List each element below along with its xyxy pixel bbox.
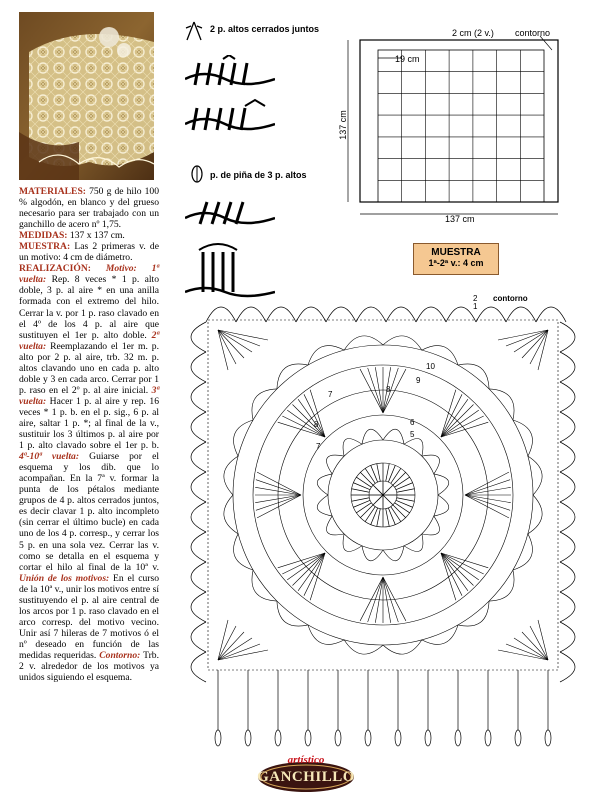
chart-round-10-label: 10	[426, 362, 435, 371]
chart-round-1-label: 1	[473, 302, 478, 311]
center-stitch	[383, 495, 393, 505]
cluster-step1-icon	[185, 55, 275, 95]
fringe-bobble	[365, 730, 371, 746]
contorno-arc	[191, 592, 206, 622]
petal-stitch	[441, 553, 479, 580]
radial-stitch	[388, 508, 395, 525]
instructions-column	[19, 186, 159, 683]
fringe-bobble	[215, 730, 221, 746]
materiales-text: 750 g de hilo 100 % algodón, en blanco y del grueso necesario para ser trabajado con un ganchillo de acero nº 1,75.	[19, 186, 159, 231]
petal-stitch	[441, 553, 468, 591]
corner-fan-stitch	[218, 330, 228, 370]
outer-loop	[383, 640, 422, 654]
contorno-arc	[560, 592, 575, 622]
chart-round-8a-label: 8	[386, 385, 391, 394]
v2-label: 2ª vuelta:	[19, 329, 159, 352]
corner-fan-stitch	[218, 620, 228, 660]
petal-arc	[362, 546, 383, 561]
medidas-text: 137 x 137 cm.	[67, 230, 125, 242]
v4-label: 4ª-10ª vuelta:	[19, 451, 80, 463]
petal-arc	[383, 546, 404, 561]
medidas-paragraph	[19, 230, 159, 241]
chart-round-9-label: 9	[416, 376, 421, 385]
radial-stitch	[397, 489, 415, 493]
contorno-text: Trb. 2 v. alrededor de los motivos ya unidos siguiendo el esquema.	[19, 649, 160, 684]
petal-stitch	[441, 553, 462, 596]
center-stitch	[373, 495, 383, 505]
petal-arc	[422, 516, 440, 535]
radial-stitch	[365, 468, 375, 483]
radial-stitch	[353, 483, 370, 490]
outer-loop	[344, 640, 383, 654]
chart-round-7a-label: 7	[328, 390, 333, 399]
dim-side-label: 137 cm	[337, 110, 348, 140]
cluster-step2-icon	[185, 98, 275, 138]
union-label: Unión de los motivos:	[19, 572, 110, 584]
popcorn-symbol-label: p. de piña de 3 p. altos	[210, 170, 307, 180]
petal-stitch	[441, 416, 484, 437]
contorno-arc	[560, 472, 575, 502]
v2-text: Reemplazando el 1er m. p. alto por 2 p. al aire, trb. 32 m. p. altos clavando uno en cada p. alto doble y 3 en cada arco. Cerrar por 1 p. raso en el 2º p. al aire inicial.	[19, 340, 159, 396]
radial-stitch	[393, 472, 406, 485]
radial-stitch	[396, 500, 413, 507]
petal-stitch	[282, 416, 325, 437]
radial-stitch	[352, 489, 370, 493]
fringe-bobble	[545, 730, 551, 746]
corner-fan-stitch	[530, 330, 548, 364]
petal-arc	[317, 495, 332, 516]
contorno-arc	[560, 652, 575, 682]
radial-stitch	[395, 503, 410, 513]
contorno-arc	[560, 412, 575, 442]
outer-loop	[383, 336, 422, 350]
contorno-arc	[191, 382, 206, 412]
petal-arc	[383, 429, 404, 444]
petal-arc	[404, 534, 423, 552]
center-stitch	[373, 485, 383, 495]
fringe-bobble	[335, 730, 341, 746]
petal-stitch	[304, 394, 325, 437]
contorno-label: Contorno:	[99, 649, 141, 661]
petal-stitch	[383, 577, 398, 622]
petal-arc	[317, 474, 332, 495]
contorno-arc	[191, 352, 206, 382]
petal-stitch	[287, 410, 325, 437]
v4-text: Guiarse por el esquema y los dib. que lo acompañan. En la 7ª v. formar la punta de los pétalos mediante grupos de 4 p. altos cerrados juntos, es decir clavar 1 p. alto incompleto (sin cerrar el último bucle) en cada uno de los 4 p. corresp., y cerrar los 5 p. en una sola vez. Cerrar las v. como se detalla en el esquema y cortar el hilo al final de la 10ª v.	[19, 451, 159, 573]
outer-loop	[528, 495, 542, 534]
center-stitch	[383, 485, 393, 495]
v3-label: 3ª vuelta:	[19, 384, 159, 407]
chart-round-2-label: 2	[473, 294, 478, 303]
dim-top-label: 2 cm (2 v.)	[452, 28, 494, 38]
outer-loop	[224, 495, 238, 534]
chart-contorno-label: contorno	[493, 294, 528, 303]
petal-stitch	[441, 394, 462, 437]
petal-stitch	[256, 480, 301, 495]
tablecloth-grid	[337, 28, 590, 228]
dim-inner-label: 19 cm	[395, 54, 420, 64]
contorno-arc	[191, 532, 206, 562]
contorno-arc	[560, 562, 575, 592]
petal-stitch	[441, 410, 479, 437]
fringe-bobble	[395, 730, 401, 746]
chart-round-5-label: 5	[410, 430, 415, 439]
chart-round-6-label: 6	[410, 418, 415, 427]
union-text: En el curso de la 10ª v., unir los motivos entre sí sustituyendo el p. al aire central de los arcos por 1 p. raso clavado en el arco corresp. del motivo vecino. Unir así 7 hileras de 7 motivos ó el nº deseado en función de las medidas requeridas.	[19, 572, 159, 661]
petal-arc	[422, 455, 440, 474]
motivo-label: Motivo: 1ª vuelta:	[19, 263, 159, 286]
muestra-paragraph	[19, 241, 159, 263]
corner-fan-stitch	[538, 330, 548, 370]
v3-text: Hacer 1 p. al aire y rep. 16 veces * 1 p. b. en el p. sig., 6 p. al aire, saltar 1 p. *; al final de la v., sustituir los 3 últimos p. al aire por 1 p. alto clavado sobre el 1er p. b.	[19, 395, 159, 452]
popcorn-step1-icon	[185, 196, 275, 232]
petal-arc	[343, 438, 362, 456]
dimensions-diagram	[337, 28, 590, 228]
cluster-symbol-icon	[182, 20, 206, 42]
dim-bottom-label: 137 cm	[445, 214, 475, 224]
contorno-arc	[191, 412, 206, 442]
petal-arc	[434, 474, 449, 495]
popcorn-symbol-icon	[190, 164, 204, 184]
muestra-box	[413, 243, 499, 275]
petal-stitch	[368, 577, 383, 622]
contorno-arc	[560, 352, 575, 382]
crochet-chart	[168, 290, 598, 760]
petal-stitch	[368, 368, 383, 413]
dim-contorno-label: contorno	[515, 28, 551, 38]
fringe-bobble	[485, 730, 491, 746]
radial-stitch	[377, 509, 381, 527]
fringe-bobble	[305, 730, 311, 746]
petal-stitch	[304, 553, 325, 596]
petal-stitch	[256, 495, 301, 510]
fringe-bobble	[455, 730, 461, 746]
petal-stitch	[465, 480, 510, 495]
radial-stitch	[391, 468, 401, 483]
contorno-arc	[191, 442, 206, 472]
contorno-arc	[191, 562, 206, 592]
outer-loop	[224, 456, 238, 495]
contorno-arc	[560, 322, 575, 352]
materiales-paragraph	[19, 186, 159, 230]
radial-stitch	[371, 465, 378, 482]
petal-stitch	[465, 495, 510, 510]
radial-stitch	[352, 498, 370, 502]
fringe-bobble	[275, 730, 281, 746]
logo-bottom-text: GANCHILLO	[257, 769, 355, 785]
radial-stitch	[393, 505, 406, 518]
corner-fan-stitch	[530, 626, 548, 660]
radial-stitch	[353, 500, 370, 507]
contorno-arc	[191, 502, 206, 532]
motivo-text: Rep. 8 veces * 1 p. alto doble, 3 p. al aire * en una anilla formada con el extremo del hilo. Cerrar la v. por 1 p. raso clavado en el 4º de los 4 p. al aire que sustituyen el 1er p. alto doble.	[19, 274, 159, 341]
realizacion-paragraph	[19, 263, 159, 683]
contorno-arc	[191, 652, 206, 682]
petal-arc	[434, 495, 449, 516]
muestra-label: MUESTRA:	[19, 241, 71, 253]
petal-arc	[343, 534, 362, 552]
petal-stitch	[282, 553, 325, 574]
medidas-label: MEDIDAS:	[19, 230, 68, 242]
contorno-arc	[560, 622, 575, 652]
muestra-text: Las 2 primeras v. de un motivo: 4 cm de diámetro.	[19, 241, 159, 264]
radial-stitch	[395, 477, 410, 487]
corner-fan-stitch	[218, 330, 236, 364]
petal-stitch	[298, 399, 325, 437]
radial-stitch	[386, 509, 390, 527]
contorno-arc	[560, 502, 575, 532]
muestra-box-subtitle: 1ª-2ª v.: 4 cm	[428, 258, 484, 268]
petal-stitch	[298, 553, 325, 591]
petal-stitch	[441, 399, 468, 437]
radial-stitch	[391, 507, 401, 522]
radial-stitch	[386, 464, 390, 482]
petal-arc	[362, 429, 383, 444]
radial-stitch	[396, 483, 413, 490]
petal-arc	[326, 516, 344, 535]
petal-arc	[326, 455, 344, 474]
contorno-arc	[191, 472, 206, 502]
radial-stitch	[397, 498, 415, 502]
petal-arc	[404, 438, 423, 456]
radial-stitch	[365, 507, 375, 522]
petal-stitch	[441, 553, 484, 574]
fringe-bobble	[425, 730, 431, 746]
contorno-arc	[191, 622, 206, 652]
radial-stitch	[360, 505, 373, 518]
radial-stitch	[377, 464, 381, 482]
fringe-bobble	[515, 730, 521, 746]
corner-fan-stitch	[538, 620, 548, 660]
corner-fan-stitch	[218, 626, 236, 660]
contorno-arc	[191, 322, 206, 352]
tablecloth-photo	[19, 12, 154, 180]
radial-stitch	[360, 472, 373, 485]
magazine-logo	[256, 755, 356, 795]
outer-loop	[344, 336, 383, 350]
contorno-arc	[560, 442, 575, 472]
radial-stitch	[371, 508, 378, 525]
fringe-bobble	[245, 730, 251, 746]
cluster-symbol-label: 2 p. altos cerrados juntos	[210, 24, 320, 34]
realizacion-label: REALIZACIÓN:	[19, 263, 91, 275]
chart-round-7b-label: 7	[316, 442, 321, 451]
contorno-arc	[560, 382, 575, 412]
muestra-box-title: MUESTRA	[431, 247, 481, 258]
radial-stitch	[356, 477, 371, 487]
chart-round-8b-label: 8	[314, 420, 319, 429]
petal-stitch	[287, 553, 325, 580]
crochet-chart-svg	[168, 290, 598, 760]
materiales-label: MATERIALES:	[19, 186, 86, 197]
contorno-arc	[560, 532, 575, 562]
logo-top-text: artístico	[287, 754, 325, 766]
radial-stitch	[388, 465, 395, 482]
radial-stitch	[356, 503, 371, 513]
outer-loop	[528, 456, 542, 495]
